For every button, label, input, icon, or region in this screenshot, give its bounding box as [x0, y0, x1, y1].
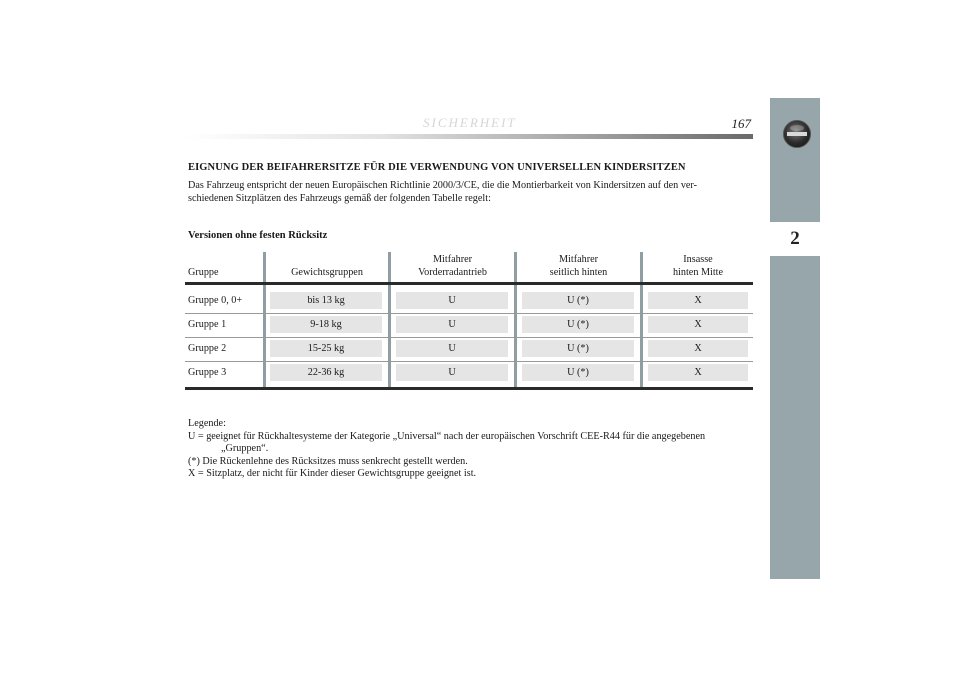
table-cell: U — [448, 343, 456, 354]
table-cell: Gruppe 0, 0+ — [188, 295, 243, 306]
section-heading: EIGNUNG DER BEIFAHRERSITZE FÜR DIE VERWENDUNG VON UNIVERSELLEN KINDERSITZEN — [188, 162, 686, 173]
table-cell: U (*) — [567, 367, 589, 378]
table-cell: U — [448, 367, 456, 378]
header-gewichtsgruppen: Gewichtsgruppen — [291, 266, 363, 278]
table-cell: U — [448, 319, 456, 330]
legend-u-line-continued: „Gruppen“. — [221, 443, 269, 454]
row-divider — [185, 361, 753, 362]
header-gruppe: Gruppe — [188, 266, 219, 278]
table-cell: bis 13 kg — [307, 295, 345, 306]
header-hinten-mitte: Insasse hinten Mitte — [672, 254, 724, 278]
table-cell: 22-36 kg — [307, 367, 345, 378]
table-bottom-rule — [185, 387, 753, 390]
header-vorderradantrieb: Mitfahrer Vorderradantrieb — [418, 254, 487, 278]
section-title: SICHERHEIT — [423, 115, 517, 130]
row-divider — [185, 337, 753, 338]
legend-star-line: (*) Die Rückenlehne des Rücksitzes muss senkrecht gestellt werden. — [188, 455, 468, 467]
table-cell: 9-18 kg — [310, 319, 342, 330]
page-header — [185, 115, 753, 145]
table-cell: U (*) — [567, 319, 589, 330]
table-cell: 15-25 kg — [307, 343, 345, 354]
lancia-logo-icon — [783, 120, 811, 148]
child-seat-table — [185, 252, 753, 390]
table-cell: X — [694, 319, 702, 330]
chapter-number: 2 — [770, 222, 820, 256]
header-seitlich-hinten: Mitfahrer seitlich hinten — [549, 254, 608, 278]
legend-title: Legende: — [188, 418, 226, 429]
table-cell: U (*) — [567, 343, 589, 354]
intro-paragraph — [188, 180, 753, 205]
row-divider — [185, 313, 753, 314]
table-subheading: Versionen ohne festen Rücksitz — [188, 230, 328, 241]
table-cell: X — [694, 367, 702, 378]
page-number: 167 — [731, 116, 751, 131]
header-rule — [185, 282, 753, 285]
table-cell: U — [448, 295, 456, 306]
intro-line: Das Fahrzeug entspricht der neuen Europäischen Richtlinie 2000/3/CE, die die Montierbarkeit von Kindersitzen auf den ver- — [188, 180, 698, 191]
legend-u-line: U = geeignet für Rückhaltesysteme der Kategorie „Universal“ nach der europäischen Vorschrift CEE-R44 für die angegebenen — [188, 430, 706, 442]
legend — [188, 418, 753, 481]
chapter-sidebar — [770, 98, 820, 579]
header-rule — [185, 134, 753, 139]
table-cell: U (*) — [567, 295, 589, 306]
table-cell: X — [694, 295, 702, 306]
table-cell: Gruppe 1 — [188, 319, 227, 330]
intro-line: schiedenen Sitzplätzen des Fahrzeugs gemäß der folgenden Tabelle regelt: — [188, 192, 491, 204]
legend-x-line: X = Sitzplatz, der nicht für Kinder dieser Gewichtsgruppe geeignet ist. — [188, 468, 477, 479]
table-cell: Gruppe 3 — [188, 367, 227, 378]
table-cell: X — [694, 343, 702, 354]
table-cell: Gruppe 2 — [188, 343, 227, 354]
